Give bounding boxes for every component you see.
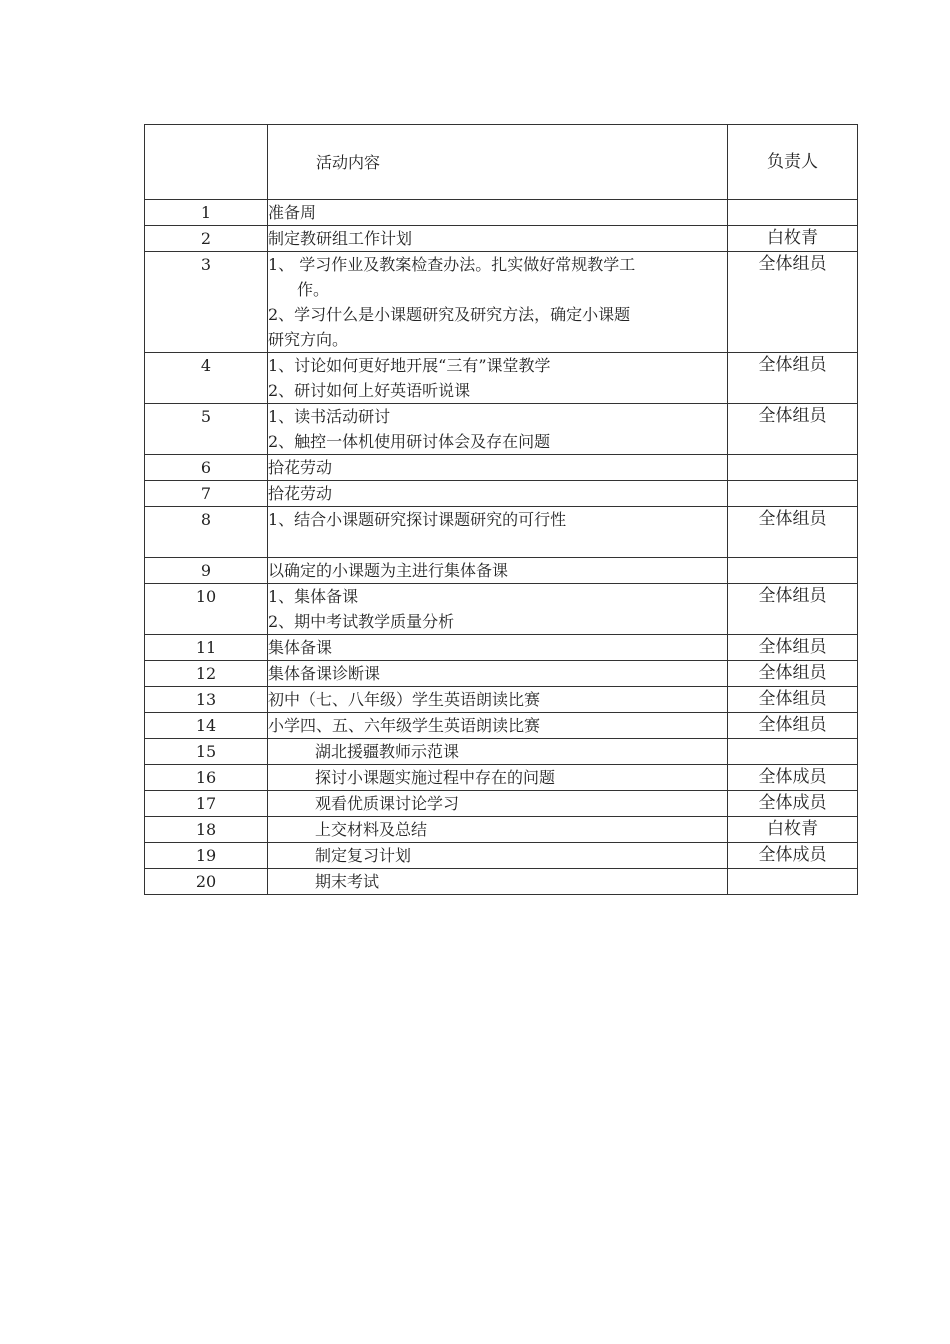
- activity-content: [268, 507, 728, 558]
- table-row: [145, 200, 858, 226]
- owner-cell: 全体成员: [728, 765, 858, 791]
- activity-content: [268, 455, 728, 481]
- activity-content: [268, 687, 728, 713]
- week-number: 1: [145, 200, 268, 226]
- activity-content: [268, 558, 728, 584]
- table-row: [145, 481, 858, 507]
- owner-cell: 全体组员: [728, 353, 858, 404]
- owner-cell: 白枚青: [728, 817, 858, 843]
- week-number: 14: [145, 713, 268, 739]
- activity-content: [268, 817, 728, 843]
- table-header-row: [145, 125, 858, 200]
- owner-cell: 全体组员: [728, 713, 858, 739]
- week-number: 15: [145, 739, 268, 765]
- table-row: [145, 843, 858, 869]
- week-number: 17: [145, 791, 268, 817]
- week-number: 16: [145, 765, 268, 791]
- owner-cell: 白枚青: [728, 226, 858, 252]
- activity-content: [268, 200, 728, 226]
- activity-content: [268, 661, 728, 687]
- activity-line: 1、 学习作业及教案检查办法。扎实做好常规教学工: [268, 255, 636, 274]
- activity-line-blank: [268, 532, 727, 557]
- owner-cell: [728, 455, 858, 481]
- owner-cell: 全体成员: [728, 843, 858, 869]
- table-row: [145, 713, 858, 739]
- week-number: 3: [145, 252, 268, 353]
- owner-cell: [728, 869, 858, 895]
- owner-cell: [728, 481, 858, 507]
- table-row: [145, 507, 858, 558]
- activity-line: 湖北援疆教师示范课: [315, 742, 460, 761]
- activity-content: [268, 713, 728, 739]
- activity-content: [268, 791, 728, 817]
- table-row: [145, 252, 858, 353]
- week-number: 12: [145, 661, 268, 687]
- activity-line: 作。: [297, 280, 330, 299]
- table-row: [145, 558, 858, 584]
- owner-cell: [728, 558, 858, 584]
- table-row: [145, 353, 858, 404]
- activity-line: 1、读书活动研讨: [268, 407, 391, 426]
- table-row: [145, 817, 858, 843]
- activity-line: 初中（七、八年级）学生英语朗读比赛: [268, 690, 541, 709]
- activity-line: 拾花劳动: [268, 458, 333, 477]
- activity-content: [268, 584, 728, 635]
- week-number: 8: [145, 507, 268, 558]
- activity-content: [268, 739, 728, 765]
- activity-line: 期末考试: [315, 872, 380, 891]
- activity-line: 2、触控一体机使用研讨体会及存在问题: [268, 432, 551, 451]
- owner-cell: [728, 739, 858, 765]
- owner-cell: 全体组员: [728, 584, 858, 635]
- table-row: [145, 791, 858, 817]
- activity-line: 集体备课诊断课: [268, 664, 381, 683]
- table-row: [145, 635, 858, 661]
- week-number: 18: [145, 817, 268, 843]
- owner-cell: 全体组员: [728, 252, 858, 353]
- table-row: [145, 404, 858, 455]
- activity-line: 制定复习计划: [315, 846, 412, 865]
- table-row: [145, 687, 858, 713]
- activity-content: [268, 353, 728, 404]
- header-week-cell: [145, 125, 268, 200]
- table-row: [145, 661, 858, 687]
- activity-line: 制定教研组工作计划: [268, 229, 413, 248]
- activity-line: 1、集体备课: [268, 587, 359, 606]
- activity-content: [268, 765, 728, 791]
- activity-line: 准备周: [268, 203, 317, 222]
- activity-line: 1、讨论如何更好地开展“三有”课堂教学: [268, 356, 551, 375]
- owner-cell: 全体组员: [728, 507, 858, 558]
- header-owner-cell: 负责人: [728, 125, 858, 200]
- week-number: 11: [145, 635, 268, 661]
- activity-line: 上交材料及总结: [315, 820, 428, 839]
- activity-content: [268, 635, 728, 661]
- header-content-cell: 活动内容: [268, 125, 728, 200]
- table-row: [145, 584, 858, 635]
- week-number: 10: [145, 584, 268, 635]
- week-number: 19: [145, 843, 268, 869]
- table-row: [145, 869, 858, 895]
- activity-line: 探讨小课题实施过程中存在的问题: [315, 768, 556, 787]
- activity-content: [268, 226, 728, 252]
- activity-line: 研究方向。: [268, 330, 349, 349]
- week-number: 4: [145, 353, 268, 404]
- table-row: [145, 455, 858, 481]
- week-number: 6: [145, 455, 268, 481]
- week-number: 2: [145, 226, 268, 252]
- activity-line: 集体备课: [268, 638, 333, 657]
- activity-line: 观看优质课讨论学习: [315, 794, 460, 813]
- table-row: [145, 739, 858, 765]
- table-row: [145, 226, 858, 252]
- activity-line: 小学四、五、六年级学生英语朗读比赛: [268, 716, 541, 735]
- activity-content: [268, 481, 728, 507]
- activity-line: 2、学习什么是小课题研究及研究方法，确定小课题: [268, 305, 631, 324]
- activity-line: 2、期中考试教学质量分析: [268, 612, 455, 631]
- activity-line: 拾花劳动: [268, 484, 333, 503]
- owner-cell: 全体组员: [728, 661, 858, 687]
- week-number: 9: [145, 558, 268, 584]
- week-number: 20: [145, 869, 268, 895]
- activity-content: [268, 404, 728, 455]
- week-number: 5: [145, 404, 268, 455]
- owner-cell: 全体组员: [728, 635, 858, 661]
- activity-schedule-table: [144, 124, 858, 895]
- owner-cell: 全体组员: [728, 404, 858, 455]
- activity-line: 以确定的小课题为主进行集体备课: [268, 561, 509, 580]
- table-row: [145, 765, 858, 791]
- owner-cell: 全体成员: [728, 791, 858, 817]
- owner-cell: 全体组员: [728, 687, 858, 713]
- activity-line: 1、结合小课题研究探讨课题研究的可行性: [268, 510, 567, 529]
- owner-cell: [728, 200, 858, 226]
- week-number: 13: [145, 687, 268, 713]
- week-number: 7: [145, 481, 268, 507]
- activity-content: [268, 869, 728, 895]
- activity-line: 2、研讨如何上好英语听说课: [268, 381, 471, 400]
- activity-content: [268, 252, 728, 353]
- activity-content: [268, 843, 728, 869]
